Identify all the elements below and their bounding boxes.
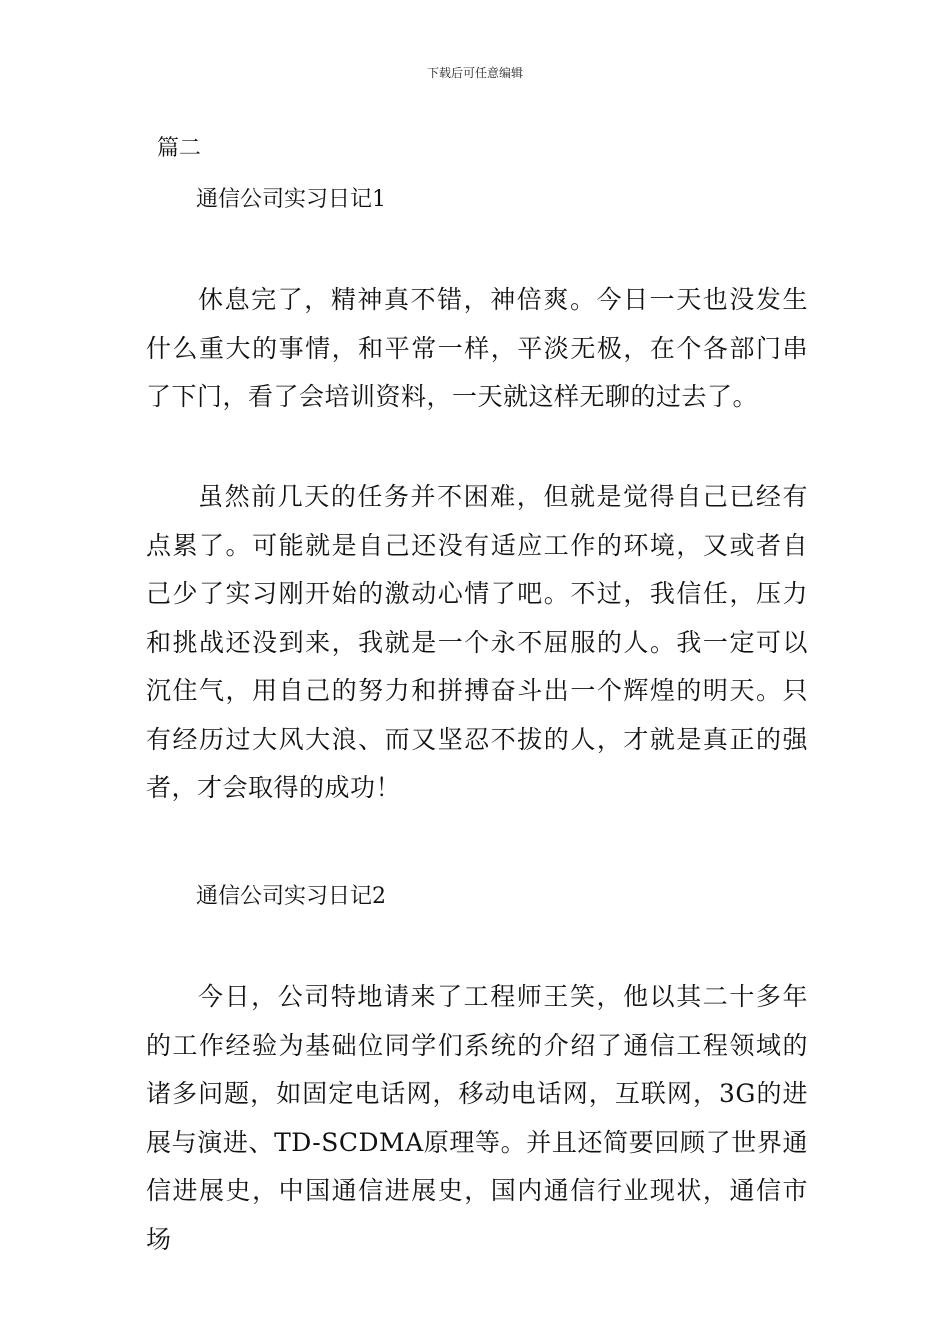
page-header: 下载后可任意编辑 bbox=[426, 66, 523, 80]
entry-2-paragraph-1: 今日，公司特地请来了工程师王笑，他以其二十多年的工作经验为基础位同学们系统的介绍了通信工程领域的诸多问题，如固定电话网，移动电话网，互联网，3G的进展与演进、TD-SCDMA原理等。并且还简要回顾了世界通信进展史，中国通信进展史，国内通信行业现状，通信市场 bbox=[146, 982, 808, 1254]
entry-title-2: 通信公司实习日记2 bbox=[196, 884, 386, 909]
entry-1-paragraph-2: 虽然前几天的任务并不困难，但就是觉得自己已经有点累了。可能就是自己还没有适应工作的环境，又或者自己少了实习刚开始的激动心情了吧。不过，我信任，压力和挑战还没到来，我就是一个永不屈服的人。我一定可以沉住气，用自己的努力和拼搏奋斗出一个辉煌的明天。只有经历过大风大浪、而又坚忍不拔的人，才就是真正的强者，才会取得的成功！ bbox=[146, 482, 808, 802]
section-label: 篇二 bbox=[157, 136, 202, 161]
entry-1-paragraph-1: 休息完了，精神真不错，神倍爽。今日一天也没发生什么重大的事情，和平常一样，平淡无极，在个各部门串了下门，看了会培训资料，一天就这样无聊的过去了。 bbox=[146, 285, 808, 411]
entry-title-1: 通信公司实习日记1 bbox=[196, 187, 386, 212]
